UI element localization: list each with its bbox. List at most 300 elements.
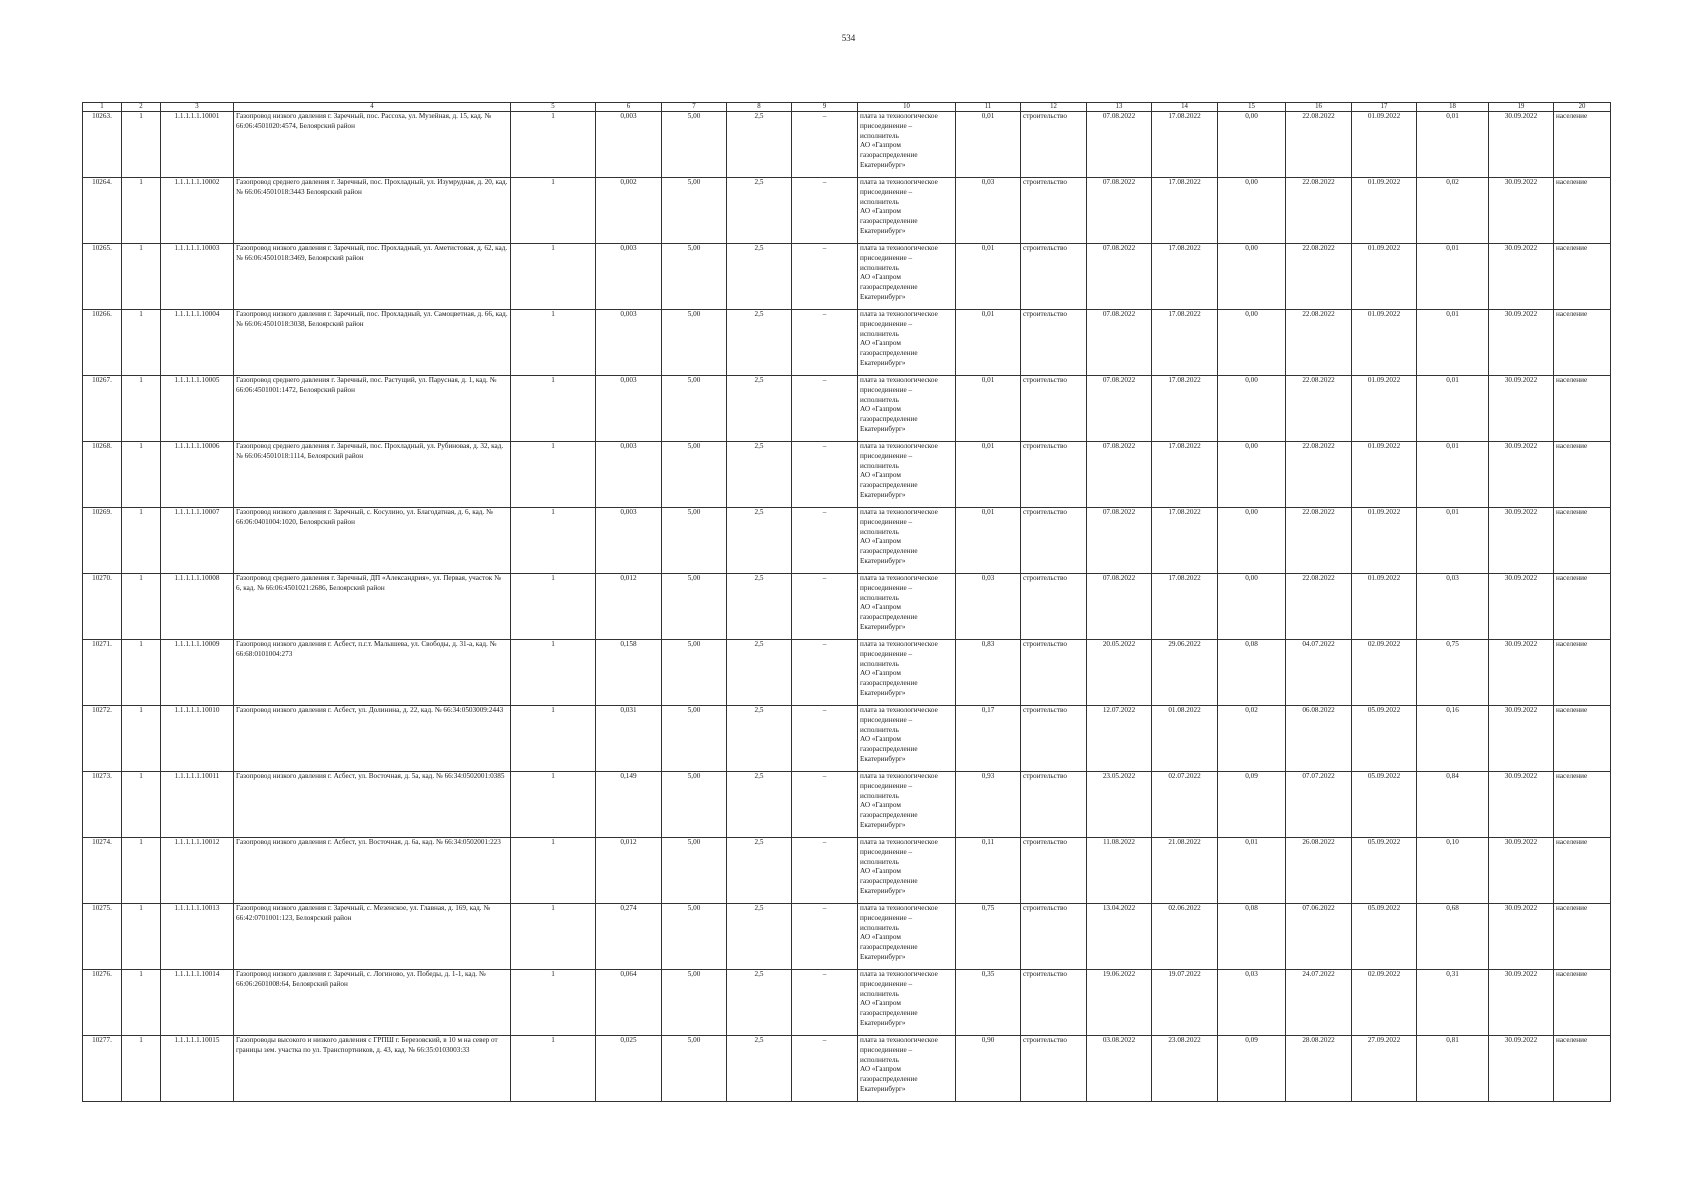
- financing-line: исполнитель: [860, 329, 899, 338]
- financing-line: присоединение –: [860, 715, 913, 724]
- consumer-category: население: [1554, 838, 1611, 904]
- col-18: 0,84: [1417, 772, 1489, 838]
- col-14: 17.08.2022: [1152, 376, 1218, 442]
- financing-line: исполнитель: [860, 725, 899, 734]
- col-8: 2,5: [727, 178, 792, 244]
- financing-line: газораспределение: [860, 283, 918, 292]
- financing-line: исполнитель: [860, 263, 899, 272]
- col-5: 1: [511, 970, 596, 1036]
- financing-line: исполнитель: [860, 461, 899, 470]
- financing-source: [858, 376, 956, 442]
- row-number: 10269.: [83, 508, 122, 574]
- financing-line: присоединение –: [860, 187, 913, 196]
- col-5: 1: [511, 310, 596, 376]
- financing-line: Екатеринбург»: [860, 886, 906, 895]
- financing-line: АО «Газпром: [860, 141, 901, 150]
- row-number: 10268.: [83, 442, 122, 508]
- col-7: 5,00: [662, 508, 727, 574]
- consumer-category: население: [1554, 574, 1611, 640]
- financing-line: газораспределение: [860, 679, 918, 688]
- col-9: –: [792, 838, 858, 904]
- col-2: 1: [122, 244, 161, 310]
- col-8: 2,5: [727, 640, 792, 706]
- financing-source: [858, 574, 956, 640]
- row-number: 10275.: [83, 904, 122, 970]
- financing-line: плата за технологическое: [860, 1036, 938, 1044]
- financing-line: АО «Газпром: [860, 801, 901, 810]
- col-13: 07.08.2022: [1087, 112, 1152, 178]
- financing-line: плата за технологическое: [860, 904, 938, 912]
- col-15: 0,09: [1218, 1036, 1286, 1102]
- financing-line: АО «Газпром: [860, 339, 901, 348]
- col-15: 0,00: [1218, 508, 1286, 574]
- col-11: 0,93: [956, 772, 1021, 838]
- consumer-category: население: [1554, 244, 1611, 310]
- col-2: 1: [122, 1036, 161, 1102]
- financing-line: газораспределение: [860, 943, 918, 952]
- object-code: 1.1.1.1.1.10010: [161, 706, 234, 772]
- financing-line: газораспределение: [860, 1075, 918, 1084]
- row-number: 10270.: [83, 574, 122, 640]
- row-number: 10277.: [83, 1036, 122, 1102]
- col-17: 01.09.2022: [1352, 244, 1417, 310]
- financing-source: [858, 178, 956, 244]
- col-2: 1: [122, 904, 161, 970]
- object-description: Газопровод низкого давления г. Асбест, п.г.т. Малышева, ул. Свободы, д. 31-а, кад. № 66:68:0101004:273: [234, 640, 511, 706]
- table-row: [83, 508, 1611, 574]
- col-14: 17.08.2022: [1152, 508, 1218, 574]
- financing-line: плата за технологическое: [860, 442, 938, 450]
- col-19: 30.09.2022: [1489, 376, 1554, 442]
- table-row: [83, 574, 1611, 640]
- financing-line: АО «Газпром: [860, 405, 901, 414]
- financing-line: присоединение –: [860, 583, 913, 592]
- col-17: 05.09.2022: [1352, 904, 1417, 970]
- col-6: 0,025: [596, 1036, 662, 1102]
- col-19: 30.09.2022: [1489, 772, 1554, 838]
- financing-line: исполнитель: [860, 791, 899, 800]
- financing-source: [858, 1036, 956, 1102]
- col-9: –: [792, 640, 858, 706]
- row-number: 10266.: [83, 310, 122, 376]
- col-17: 01.09.2022: [1352, 112, 1417, 178]
- column-number-4: 4: [234, 103, 511, 112]
- object-code: 1.1.1.1.1.10009: [161, 640, 234, 706]
- financing-line: плата за технологическое: [860, 376, 938, 384]
- financing-line: АО «Газпром: [860, 603, 901, 612]
- column-number-2: 2: [122, 103, 161, 112]
- object-code: 1.1.1.1.1.10013: [161, 904, 234, 970]
- object-description: Газопровод низкого давления г. Заречный, пос. Прохладный, ул. Аметистовая, д. 62, кад. № 66:06:4501018:3469, Белоярский район: [234, 244, 511, 310]
- work-type: строительство: [1021, 970, 1087, 1036]
- table-row: [83, 640, 1611, 706]
- financing-line: плата за технологическое: [860, 838, 938, 846]
- col-6: 0,002: [596, 178, 662, 244]
- financing-source: [858, 508, 956, 574]
- col-15: 0,08: [1218, 640, 1286, 706]
- work-type: строительство: [1021, 508, 1087, 574]
- column-number-1: 1: [83, 103, 122, 112]
- col-13: 07.08.2022: [1087, 310, 1152, 376]
- object-code: 1.1.1.1.1.10001: [161, 112, 234, 178]
- financing-line: газораспределение: [860, 151, 918, 160]
- work-type: строительство: [1021, 574, 1087, 640]
- col-11: 0,11: [956, 838, 1021, 904]
- object-description: Газопровод низкого давления г. Заречный, с. Логиново, ул. Победы, д. 1-1, кад. № 66:06:2601008:64, Белоярский район: [234, 970, 511, 1036]
- financing-line: плата за технологическое: [860, 772, 938, 780]
- object-code: 1.1.1.1.1.10007: [161, 508, 234, 574]
- financing-line: газораспределение: [860, 745, 918, 754]
- column-number-11: 11: [956, 103, 1021, 112]
- column-number-row: [83, 103, 1611, 112]
- consumer-category: население: [1554, 706, 1611, 772]
- table-row: [83, 904, 1611, 970]
- financing-line: плата за технологическое: [860, 706, 938, 714]
- financing-line: АО «Газпром: [860, 1065, 901, 1074]
- financing-source: [858, 442, 956, 508]
- object-code: 1.1.1.1.1.10014: [161, 970, 234, 1036]
- col-18: 0,01: [1417, 508, 1489, 574]
- financing-line: газораспределение: [860, 217, 918, 226]
- col-8: 2,5: [727, 706, 792, 772]
- col-6: 0,003: [596, 244, 662, 310]
- financing-line: плата за технологическое: [860, 574, 938, 582]
- col-14: 17.08.2022: [1152, 442, 1218, 508]
- col-18: 0,01: [1417, 310, 1489, 376]
- financing-source: [858, 640, 956, 706]
- col-17: 05.09.2022: [1352, 772, 1417, 838]
- col-13: 23.05.2022: [1087, 772, 1152, 838]
- col-5: 1: [511, 442, 596, 508]
- financing-line: присоединение –: [860, 649, 913, 658]
- col-6: 0,158: [596, 640, 662, 706]
- col-17: 05.09.2022: [1352, 706, 1417, 772]
- col-16: 07.07.2022: [1286, 772, 1352, 838]
- col-15: 0,00: [1218, 574, 1286, 640]
- financing-source: [858, 310, 956, 376]
- financing-line: АО «Газпром: [860, 537, 901, 546]
- table-row: [83, 442, 1611, 508]
- col-2: 1: [122, 508, 161, 574]
- col-16: 26.08.2022: [1286, 838, 1352, 904]
- consumer-category: население: [1554, 310, 1611, 376]
- col-18: 0,01: [1417, 376, 1489, 442]
- financing-line: газораспределение: [860, 481, 918, 490]
- work-type: строительство: [1021, 244, 1087, 310]
- row-number: 10273.: [83, 772, 122, 838]
- financing-line: исполнитель: [860, 923, 899, 932]
- column-number-10: 10: [858, 103, 956, 112]
- col-18: 0,81: [1417, 1036, 1489, 1102]
- object-code: 1.1.1.1.1.10011: [161, 772, 234, 838]
- col-16: 22.08.2022: [1286, 574, 1352, 640]
- col-6: 0,064: [596, 970, 662, 1036]
- object-description: Газопровод низкого давления г. Заречный, с. Косулино, ул. Благодатная, д. 6, кад. № 66:06:0401004:1020, Белоярский район: [234, 508, 511, 574]
- row-number: 10267.: [83, 376, 122, 442]
- col-2: 1: [122, 376, 161, 442]
- row-number: 10274.: [83, 838, 122, 904]
- financing-line: Екатеринбург»: [860, 754, 906, 763]
- col-6: 0,012: [596, 574, 662, 640]
- table-row: [83, 772, 1611, 838]
- col-8: 2,5: [727, 310, 792, 376]
- col-2: 1: [122, 574, 161, 640]
- col-2: 1: [122, 640, 161, 706]
- col-13: 19.06.2022: [1087, 970, 1152, 1036]
- column-number-17: 17: [1352, 103, 1417, 112]
- financing-line: исполнитель: [860, 989, 899, 998]
- table-row: [83, 178, 1611, 244]
- financing-source: [858, 838, 956, 904]
- column-number-9: 9: [792, 103, 858, 112]
- col-19: 30.09.2022: [1489, 838, 1554, 904]
- consumer-category: население: [1554, 178, 1611, 244]
- col-13: 07.08.2022: [1087, 244, 1152, 310]
- consumer-category: население: [1554, 508, 1611, 574]
- financing-line: исполнитель: [860, 659, 899, 668]
- col-9: –: [792, 310, 858, 376]
- col-11: 0,17: [956, 706, 1021, 772]
- col-13: 07.08.2022: [1087, 508, 1152, 574]
- col-9: –: [792, 508, 858, 574]
- col-11: 0,01: [956, 442, 1021, 508]
- col-18: 0,16: [1417, 706, 1489, 772]
- col-16: 04.07.2022: [1286, 640, 1352, 706]
- col-14: 17.08.2022: [1152, 310, 1218, 376]
- object-description: Газопровод низкого давления г. Асбест, ул. Восточная, д. 6а, кад. № 66:34:0502001:223: [234, 838, 511, 904]
- consumer-category: население: [1554, 772, 1611, 838]
- object-description: Газопровод низкого давления г. Асбест, ул. Долинина, д. 22, кад. № 66:34:0503009:2443: [234, 706, 511, 772]
- col-19: 30.09.2022: [1489, 574, 1554, 640]
- financing-line: плата за технологическое: [860, 970, 938, 978]
- work-type: строительство: [1021, 178, 1087, 244]
- col-5: 1: [511, 640, 596, 706]
- work-type: строительство: [1021, 838, 1087, 904]
- object-code: 1.1.1.1.1.10015: [161, 1036, 234, 1102]
- work-type: строительство: [1021, 310, 1087, 376]
- col-5: 1: [511, 508, 596, 574]
- col-7: 5,00: [662, 970, 727, 1036]
- col-7: 5,00: [662, 772, 727, 838]
- table-row: [83, 1036, 1611, 1102]
- column-number-16: 16: [1286, 103, 1352, 112]
- work-type: строительство: [1021, 112, 1087, 178]
- col-6: 0,003: [596, 310, 662, 376]
- col-18: 0,01: [1417, 442, 1489, 508]
- column-number-8: 8: [727, 103, 792, 112]
- object-description: Газопровод среднего давления г. Заречный, пос. Растущий, ул. Парусная, д. 1, кад. № 66:06:4501001:1472, Белоярский район: [234, 376, 511, 442]
- financing-line: АО «Газпром: [860, 867, 901, 876]
- col-14: 01.08.2022: [1152, 706, 1218, 772]
- col-9: –: [792, 1036, 858, 1102]
- consumer-category: население: [1554, 112, 1611, 178]
- object-description: Газопровод среднего давления г. Заречный, пос. Прохладный, ул. Изумрудная, д. 20, кад. № 66:06:4501018:3443 Белоярский район: [234, 178, 511, 244]
- col-11: 0,01: [956, 244, 1021, 310]
- financing-line: Екатеринбург»: [860, 424, 906, 433]
- col-9: –: [792, 112, 858, 178]
- table-row: [83, 706, 1611, 772]
- financing-line: газораспределение: [860, 415, 918, 424]
- col-11: 0,90: [956, 1036, 1021, 1102]
- col-16: 22.08.2022: [1286, 178, 1352, 244]
- col-8: 2,5: [727, 376, 792, 442]
- page-number: 534: [841, 33, 856, 43]
- col-15: 0,00: [1218, 376, 1286, 442]
- col-11: 0,35: [956, 970, 1021, 1036]
- table-row: [83, 244, 1611, 310]
- col-19: 30.09.2022: [1489, 970, 1554, 1036]
- col-15: 0,00: [1218, 178, 1286, 244]
- col-9: –: [792, 244, 858, 310]
- col-6: 0,003: [596, 442, 662, 508]
- col-8: 2,5: [727, 1036, 792, 1102]
- col-15: 0,09: [1218, 772, 1286, 838]
- financing-line: газораспределение: [860, 1009, 918, 1018]
- col-19: 30.09.2022: [1489, 112, 1554, 178]
- col-6: 0,274: [596, 904, 662, 970]
- financing-line: присоединение –: [860, 517, 913, 526]
- financing-line: присоединение –: [860, 1045, 913, 1054]
- work-type: строительство: [1021, 772, 1087, 838]
- col-19: 30.09.2022: [1489, 244, 1554, 310]
- financing-line: плата за технологическое: [860, 178, 938, 186]
- financing-line: исполнитель: [860, 1055, 899, 1064]
- financing-line: Екатеринбург»: [860, 952, 906, 961]
- column-number-6: 6: [596, 103, 662, 112]
- col-17: 01.09.2022: [1352, 442, 1417, 508]
- col-7: 5,00: [662, 904, 727, 970]
- consumer-category: население: [1554, 376, 1611, 442]
- financing-line: Екатеринбург»: [860, 490, 906, 499]
- col-6: 0,003: [596, 112, 662, 178]
- financing-line: Екатеринбург»: [860, 622, 906, 631]
- col-17: 01.09.2022: [1352, 178, 1417, 244]
- financing-line: присоединение –: [860, 451, 913, 460]
- col-13: 13.04.2022: [1087, 904, 1152, 970]
- col-5: 1: [511, 904, 596, 970]
- column-number-18: 18: [1417, 103, 1489, 112]
- financing-line: присоединение –: [860, 121, 913, 130]
- financing-line: газораспределение: [860, 877, 918, 886]
- col-13: 07.08.2022: [1087, 442, 1152, 508]
- col-11: 0,75: [956, 904, 1021, 970]
- financing-source: [858, 970, 956, 1036]
- col-2: 1: [122, 970, 161, 1036]
- col-14: 21.08.2022: [1152, 838, 1218, 904]
- col-17: 02.09.2022: [1352, 970, 1417, 1036]
- financing-line: Екатеринбург»: [860, 226, 906, 235]
- consumer-category: население: [1554, 442, 1611, 508]
- object-code: 1.1.1.1.1.10005: [161, 376, 234, 442]
- col-9: –: [792, 904, 858, 970]
- work-type: строительство: [1021, 706, 1087, 772]
- col-7: 5,00: [662, 1036, 727, 1102]
- col-18: 0,01: [1417, 112, 1489, 178]
- column-number-15: 15: [1218, 103, 1286, 112]
- financing-source: [858, 706, 956, 772]
- col-13: 03.08.2022: [1087, 1036, 1152, 1102]
- col-16: 22.08.2022: [1286, 508, 1352, 574]
- financing-line: исполнитель: [860, 857, 899, 866]
- column-number-20: 20: [1554, 103, 1611, 112]
- financing-source: [858, 772, 956, 838]
- col-17: 02.09.2022: [1352, 640, 1417, 706]
- col-7: 5,00: [662, 376, 727, 442]
- object-code: 1.1.1.1.1.10002: [161, 178, 234, 244]
- col-6: 0,012: [596, 838, 662, 904]
- col-15: 0,00: [1218, 442, 1286, 508]
- col-16: 22.08.2022: [1286, 310, 1352, 376]
- col-18: 0,02: [1417, 178, 1489, 244]
- col-16: 22.08.2022: [1286, 442, 1352, 508]
- col-17: 27.09.2022: [1352, 1036, 1417, 1102]
- table-row: [83, 376, 1611, 442]
- work-type: строительство: [1021, 376, 1087, 442]
- col-5: 1: [511, 244, 596, 310]
- col-7: 5,00: [662, 244, 727, 310]
- column-number-12: 12: [1021, 103, 1087, 112]
- financing-line: Екатеринбург»: [860, 160, 906, 169]
- col-17: 01.09.2022: [1352, 376, 1417, 442]
- object-description: Газопроводы высокого и низкого давления с ГРПШ г. Березовский, в 10 м на север от границы зем. участка по ул. Транспортников, д. 43, кад. № 66:35:0103003:33: [234, 1036, 511, 1102]
- col-11: 0,01: [956, 508, 1021, 574]
- col-5: 1: [511, 706, 596, 772]
- col-18: 0,03: [1417, 574, 1489, 640]
- work-type: строительство: [1021, 1036, 1087, 1102]
- col-7: 5,00: [662, 178, 727, 244]
- financing-line: присоединение –: [860, 781, 913, 790]
- col-7: 5,00: [662, 706, 727, 772]
- object-description: Газопровод низкого давления г. Заречный, пос. Прохладный, ул. Самоцветная, д. 66, кад. № 66:06:4501018:3038, Белоярский район: [234, 310, 511, 376]
- col-5: 1: [511, 838, 596, 904]
- consumer-category: население: [1554, 904, 1611, 970]
- column-number-14: 14: [1152, 103, 1218, 112]
- col-13: 11.08.2022: [1087, 838, 1152, 904]
- col-16: 22.08.2022: [1286, 112, 1352, 178]
- col-19: 30.09.2022: [1489, 1036, 1554, 1102]
- col-11: 0,03: [956, 574, 1021, 640]
- object-code: 1.1.1.1.1.10008: [161, 574, 234, 640]
- col-8: 2,5: [727, 574, 792, 640]
- col-7: 5,00: [662, 574, 727, 640]
- work-type: строительство: [1021, 640, 1087, 706]
- financing-line: исполнитель: [860, 131, 899, 140]
- col-5: 1: [511, 574, 596, 640]
- financing-line: Екатеринбург»: [860, 556, 906, 565]
- object-description: Газопровод среднего давления г. Заречный, пос. Прохладный, ул. Рубиновая, д. 32, кад. № 66:06:4501018:1114, Белоярский район: [234, 442, 511, 508]
- row-number: 10276.: [83, 970, 122, 1036]
- investment-table: [82, 102, 1611, 1102]
- col-7: 5,00: [662, 640, 727, 706]
- col-19: 30.09.2022: [1489, 508, 1554, 574]
- col-11: 0,01: [956, 376, 1021, 442]
- col-14: 17.08.2022: [1152, 574, 1218, 640]
- col-14: 17.08.2022: [1152, 178, 1218, 244]
- col-17: 01.09.2022: [1352, 574, 1417, 640]
- col-15: 0,03: [1218, 970, 1286, 1036]
- financing-line: плата за технологическое: [860, 640, 938, 648]
- financing-line: газораспределение: [860, 349, 918, 358]
- col-16: 06.08.2022: [1286, 706, 1352, 772]
- col-7: 5,00: [662, 310, 727, 376]
- col-18: 0,01: [1417, 244, 1489, 310]
- table-row: [83, 112, 1611, 178]
- financing-line: газораспределение: [860, 811, 918, 820]
- financing-line: присоединение –: [860, 385, 913, 394]
- column-number-3: 3: [161, 103, 234, 112]
- col-11: 0,01: [956, 310, 1021, 376]
- table-body: [83, 112, 1611, 1102]
